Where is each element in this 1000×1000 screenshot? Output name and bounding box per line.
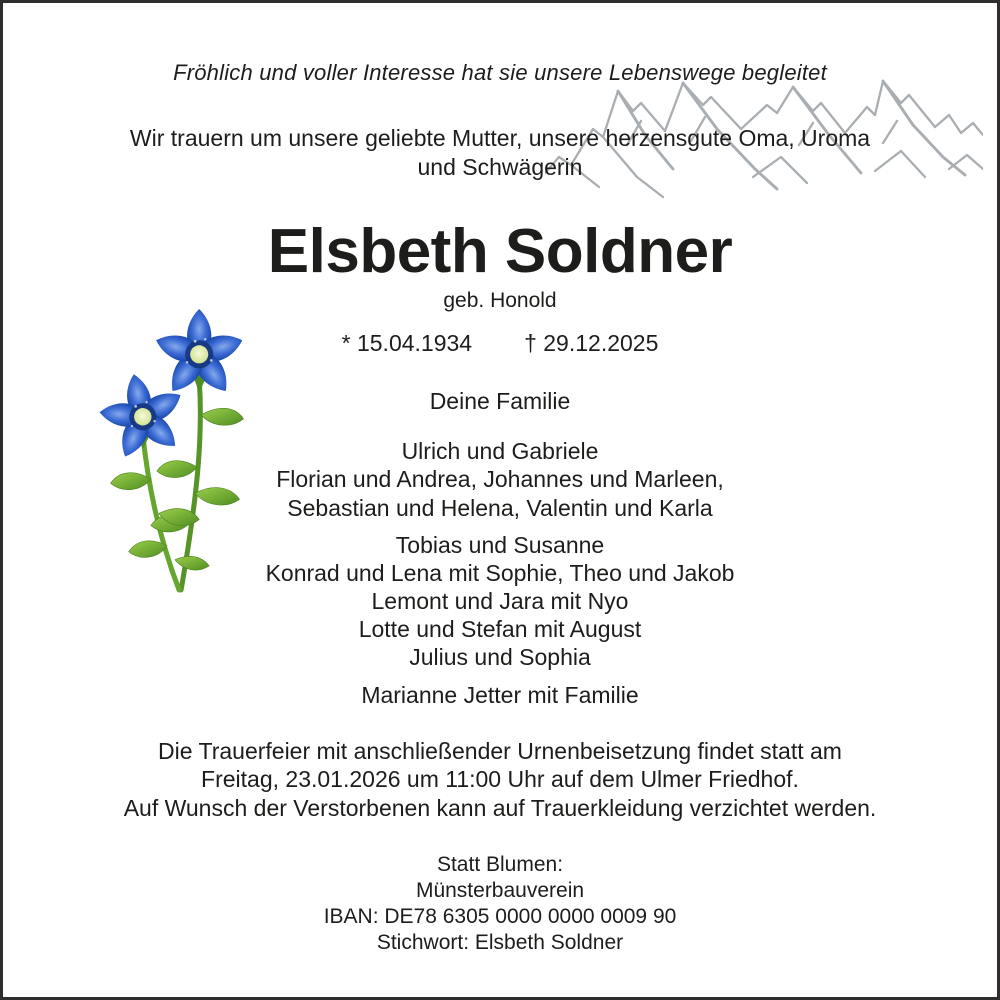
family-line: Sebastian und Helena, Valentin und Karla [287, 494, 713, 521]
donation-info [3, 852, 997, 956]
service-details [3, 737, 997, 822]
family-line: Konrad und Lena mit Sophie, Theo und Jakob [265, 560, 735, 586]
family-line: Lotte und Stefan mit August [358, 616, 642, 642]
intro-line-2: und Schwägerin [417, 154, 583, 180]
deceased-name: Elsbeth Soldner [267, 217, 733, 286]
family-group-2 [3, 531, 997, 671]
death-date: † 29.12.2025 [524, 330, 659, 356]
family-line: Florian und Andrea, Johannes und Marleen, [276, 466, 724, 493]
service-line-2: Freitag, 23.01.2026 um 11:00 Uhr auf dem Ulmer Friedhof. [201, 766, 799, 793]
donation-iban: IBAN: DE78 6305 0000 0000 0009 90 [323, 905, 677, 928]
epigraph: Fröhlich und voller Interesse hat sie unsere Lebenswege begleitet [173, 60, 827, 85]
service-line-1: Die Trauerfeier mit anschließender Urnenbeisetzung findet statt am [158, 738, 842, 764]
maiden-name: geb. Honold [443, 289, 557, 312]
family-line: Julius und Sophia [409, 644, 591, 670]
family-group-1 [3, 437, 997, 522]
service-line-3: Auf Wunsch der Verstorbenen kann auf Trauerkleidung verzichtet werden. [123, 794, 877, 821]
family-line: Ulrich und Gabriele [401, 438, 599, 464]
birth-date: * 15.04.1934 [341, 330, 473, 356]
donation-keyword: Stichwort: Elsbeth Soldner [376, 931, 624, 954]
family-group-3 [3, 681, 997, 709]
family-line: Lemont und Jara mit Nyo [371, 588, 629, 614]
family-line: Tobias und Susanne [395, 532, 605, 558]
intro-line-1: Wir trauern um unsere geliebte Mutter, unsere herzensgute Oma, Uroma [129, 125, 871, 151]
donation-heading: Statt Blumen: [436, 853, 564, 876]
intro-text [3, 124, 997, 182]
donation-organization: Münsterbauverein [415, 879, 585, 902]
family-line: Marianne Jetter mit Familie [361, 682, 639, 708]
life-dates [3, 329, 997, 357]
family-salutation: Deine Familie [429, 388, 571, 414]
